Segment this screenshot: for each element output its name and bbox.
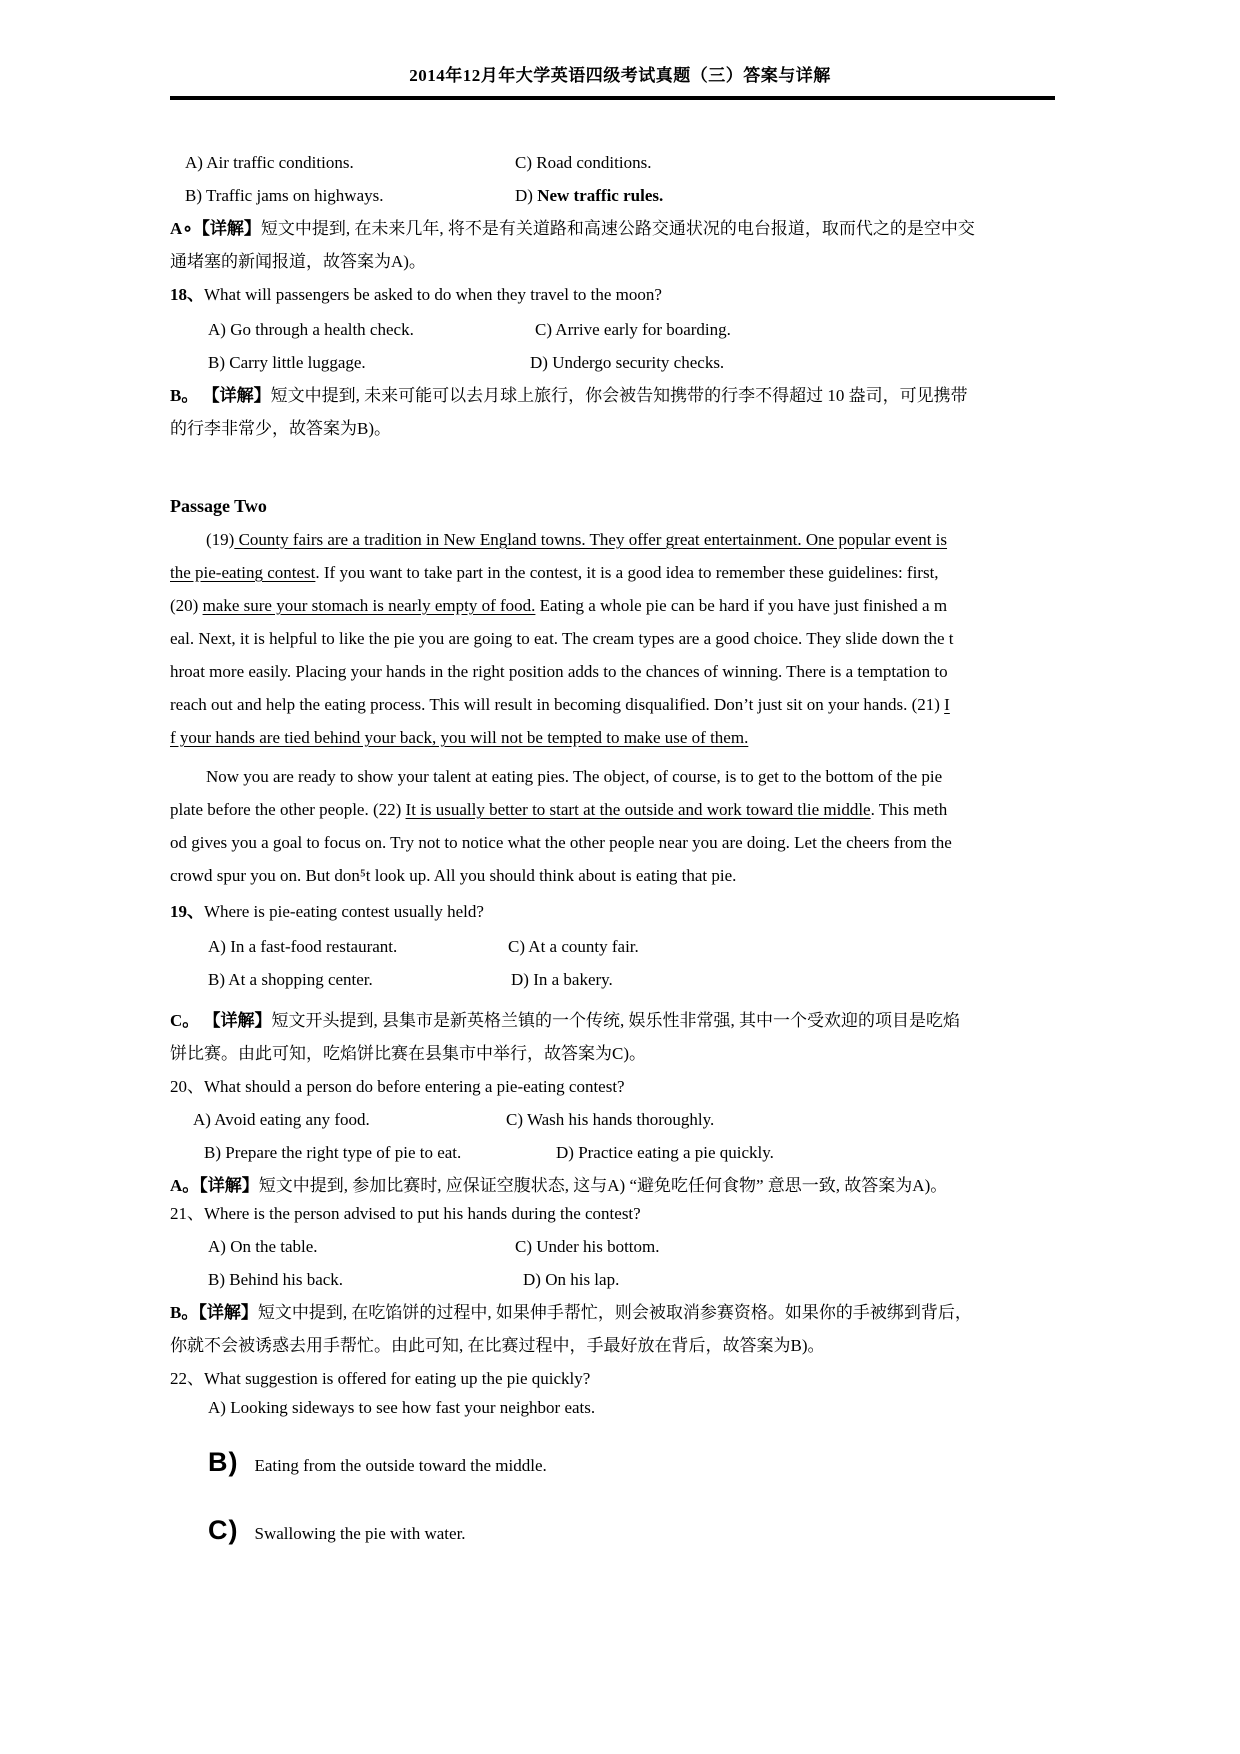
text-segment: 19、 bbox=[170, 902, 204, 921]
answer-detail-line bbox=[170, 379, 1070, 412]
option-cell-right bbox=[535, 313, 1070, 346]
text-segment: 18、 bbox=[170, 285, 204, 304]
text-segment: C) Arrive early for boarding. bbox=[535, 320, 731, 339]
option-row-block bbox=[170, 146, 1070, 212]
passage-line bbox=[170, 826, 1070, 859]
text-segment: (20) bbox=[170, 596, 203, 615]
text-segment: reach out and help the eating process. This will result in becoming disqualified. Don’t just sit on your hands. (21) bbox=[170, 695, 945, 714]
text-segment: hroat more easily. Placing your hands in the right position adds to the chances of winning. There is a temptation to bbox=[170, 662, 948, 681]
text-segment: Where is pie-eating contest usually held? bbox=[204, 902, 484, 921]
option-row bbox=[170, 146, 1070, 179]
option-row bbox=[170, 1391, 1070, 1424]
passage-line bbox=[170, 655, 1070, 688]
answer-detail-line bbox=[170, 1296, 1070, 1329]
text-segment: B。【详解】 bbox=[170, 1303, 258, 1322]
text-segment: plate before the other people. (22) bbox=[170, 800, 406, 819]
underlined-text: make sure your stomach is nearly empty of food. bbox=[202, 596, 536, 615]
option-cell-left bbox=[170, 346, 530, 379]
text-segment: A) On the table. bbox=[208, 1237, 318, 1256]
text-segment: 短文中提到, 参加比赛时, 应保证空腹状态, 这与A) “避免吃任何食物” 意思一致, 故答案为A)。 bbox=[258, 1176, 948, 1195]
underlined-text: I bbox=[944, 695, 950, 714]
question-line-block bbox=[170, 895, 1070, 928]
text-segment: A) Air traffic conditions. bbox=[185, 153, 354, 172]
passage-line bbox=[170, 793, 1070, 826]
option-row bbox=[170, 1103, 1070, 1136]
text-segment: eal. Next, it is helpful to like the pie you are going to eat. The cream types are a good choice. They slide down the t bbox=[170, 629, 954, 648]
text-segment: od gives you a goal to focus on. Try not to notice what the other people near you are doing. Let the cheers from the bbox=[170, 833, 952, 852]
underlined-text: It is usually better to start at the outside and work toward tlie middle bbox=[405, 800, 871, 819]
text-segment: D) Undergo security checks. bbox=[530, 353, 725, 372]
text-segment: 短文中提到, 未来可能可以去月球上旅行，你会被告知携带的行李不得超过 10 盎司，可见携带 bbox=[270, 386, 968, 405]
text-segment: A∘【详解】 bbox=[170, 219, 261, 238]
question-line bbox=[170, 895, 1070, 928]
text-segment: D) In a bakery. bbox=[511, 970, 613, 989]
passage-line bbox=[170, 589, 1070, 622]
text-segment: B) Carry little luggage. bbox=[208, 353, 366, 372]
section-heading-block bbox=[170, 490, 1070, 523]
option-cell-right bbox=[515, 146, 1070, 179]
text-segment: D) bbox=[515, 186, 538, 205]
question-line-block bbox=[170, 278, 1070, 311]
answer-detail-line-block bbox=[170, 212, 1070, 278]
big-option-row-block bbox=[170, 1508, 1070, 1552]
passage-line bbox=[170, 688, 1070, 721]
big-option-row bbox=[170, 1440, 1070, 1484]
passage-line bbox=[170, 859, 1070, 892]
text-segment: C) Under his bottom. bbox=[515, 1237, 660, 1256]
text-segment: B) Prepare the right type of pie to eat. bbox=[204, 1143, 462, 1162]
option-cell-left bbox=[170, 930, 508, 963]
option-row-block bbox=[170, 930, 1070, 996]
text-segment: 你就不会被诱惑去用手帮忙。由此可知, 在比赛过程中，手最好放在背后，故答案为B)。 bbox=[170, 1336, 825, 1355]
header-rule bbox=[170, 96, 1055, 100]
text-segment: 20、What should a person do before entering a pie-eating contest? bbox=[170, 1077, 625, 1096]
option-cell-left bbox=[170, 179, 515, 212]
big-option-letter: C) bbox=[208, 1515, 239, 1545]
text-segment: B) Traffic jams on highways. bbox=[185, 186, 384, 205]
page-title: 2014年12月年大学英语四级考试真题（三）答案与详解 bbox=[409, 66, 831, 85]
text-segment: B。 【详解】 bbox=[170, 386, 271, 405]
option-cell-right bbox=[556, 1136, 1070, 1169]
text-segment: . If you want to take part in the contest, it is a good idea to remember these guidelines: first, bbox=[315, 563, 939, 582]
passage-line bbox=[170, 760, 1070, 793]
answer-detail-line bbox=[170, 1329, 1070, 1362]
option-cell-right bbox=[530, 346, 1070, 379]
text-segment: 短文中提到, 在吃馅饼的过程中, 如果伸手帮忙，则会被取消参赛资格。如果你的手被绑到背后， bbox=[257, 1303, 972, 1322]
document-body bbox=[170, 146, 1070, 1552]
text-segment: crowd spur you on. But don⁵t look up. All you should think about is eating that pie. bbox=[170, 866, 737, 885]
answer-detail-line-block bbox=[170, 1296, 1070, 1362]
text-segment: A) Looking sideways to see how fast your neighbor eats. bbox=[208, 1398, 596, 1417]
text-segment: C) At a county fair. bbox=[508, 937, 639, 956]
text-segment: Now you are ready to show your talent at eating pies. The object, of course, is to get to the bottom of the pie bbox=[206, 767, 943, 786]
text-segment: A) Go through a health check. bbox=[208, 320, 414, 339]
option-row bbox=[170, 346, 1070, 379]
text-segment: 的行李非常少，故答案为B)。 bbox=[170, 419, 391, 438]
text-segment: D) Practice eating a pie quickly. bbox=[556, 1143, 774, 1162]
option-cell-left bbox=[170, 963, 511, 996]
answer-detail-line bbox=[170, 245, 1070, 278]
option-cell-left bbox=[170, 313, 535, 346]
option-cell-right bbox=[515, 179, 1070, 212]
text-segment: 饼比赛。由此可知，吃焰饼比赛在县集市中举行，故答案为C)。 bbox=[170, 1044, 646, 1063]
section-heading bbox=[170, 490, 1070, 523]
question-line bbox=[170, 1070, 1070, 1103]
option-cell-left bbox=[170, 1136, 556, 1169]
option-cell-right bbox=[508, 930, 1070, 963]
answer-detail-line bbox=[170, 1037, 1070, 1070]
answer-detail-line bbox=[170, 412, 1070, 445]
text-segment: 短文开头提到, 县集市是新英格兰镇的一个传统, 娱乐性非常强, 其中一个受欢迎的项目是吃焰 bbox=[271, 1011, 961, 1030]
text-segment: 21、Where is the person advised to put his hands during the contest? bbox=[170, 1204, 641, 1223]
option-row bbox=[170, 1230, 1070, 1263]
option-row bbox=[170, 1263, 1070, 1296]
text-segment: B) At a shopping center. bbox=[208, 970, 373, 989]
text-segment: Swallowing the pie with water. bbox=[254, 1524, 466, 1543]
option-row bbox=[170, 930, 1070, 963]
text-segment: Eating from the outside toward the middle. bbox=[254, 1456, 547, 1475]
option-cell-right bbox=[506, 1103, 1070, 1136]
text-segment: . This meth bbox=[870, 800, 948, 819]
text-segment: 22、What suggestion is offered for eating up the pie quickly? bbox=[170, 1369, 591, 1388]
question-line-block bbox=[170, 1070, 1070, 1103]
option-row bbox=[170, 179, 1070, 212]
answer-detail-line-block bbox=[170, 1004, 1070, 1070]
option-cell-left bbox=[170, 1103, 506, 1136]
answer-detail-line bbox=[170, 212, 1070, 245]
underlined-text: County fairs are a tradition in New England towns. They offer great entertainment. One popular event is bbox=[234, 530, 948, 549]
passage-line-block bbox=[170, 760, 1070, 892]
text-segment: Eating a whole pie can be hard if you have just finished a m bbox=[535, 596, 948, 615]
option-row-block bbox=[170, 1103, 1070, 1169]
text-segment: A。【详解】 bbox=[170, 1176, 259, 1195]
question-line bbox=[170, 278, 1070, 311]
text-segment: B) Behind his back. bbox=[208, 1270, 344, 1289]
text-segment: New traffic rules. bbox=[537, 186, 664, 205]
option-row-block bbox=[170, 1230, 1070, 1296]
option-cell-left bbox=[170, 146, 515, 179]
option-row bbox=[170, 1136, 1070, 1169]
text-segment: C。 【详解】 bbox=[170, 1011, 272, 1030]
big-option-letter: B) bbox=[208, 1447, 239, 1477]
big-option-row-block bbox=[170, 1440, 1070, 1484]
option-cell-right bbox=[515, 1230, 1070, 1263]
text-segment: A) In a fast-food restaurant. bbox=[208, 937, 398, 956]
text-segment: 通堵塞的新闻报道，故答案为A)。 bbox=[170, 252, 426, 271]
text-segment: Passage Two bbox=[170, 496, 267, 516]
text-segment: C) Road conditions. bbox=[515, 153, 652, 172]
passage-line-block bbox=[170, 523, 1070, 754]
answer-detail-line bbox=[170, 1004, 1070, 1037]
option-cell-right bbox=[511, 963, 1070, 996]
underlined-text: f your hands are tied behind your back, you will not be tempted to make use of them. bbox=[170, 728, 749, 747]
answer-detail-line-block bbox=[170, 379, 1070, 445]
option-row-block bbox=[170, 313, 1070, 379]
passage-line bbox=[170, 556, 1070, 589]
big-option-row bbox=[170, 1508, 1070, 1552]
text-segment: (19) bbox=[206, 530, 235, 549]
text-segment: D) On his lap. bbox=[523, 1270, 620, 1289]
text-segment: 短文中提到, 在未来几年, 将不是有关道路和高速公路交通状况的电台报道，取而代之的是空中交 bbox=[260, 219, 975, 238]
option-row bbox=[170, 313, 1070, 346]
option-cell-right bbox=[523, 1263, 1070, 1296]
passage-line bbox=[170, 721, 1070, 754]
underlined-text: the pie-eating contest bbox=[170, 563, 316, 582]
option-row bbox=[170, 963, 1070, 996]
text-segment: C) Wash his hands thoroughly. bbox=[506, 1110, 715, 1129]
passage-line bbox=[170, 622, 1070, 655]
option-row-block bbox=[170, 1391, 1070, 1424]
passage-line bbox=[170, 523, 1070, 556]
option-cell-left bbox=[170, 1263, 523, 1296]
option-cell-left bbox=[170, 1230, 515, 1263]
text-segment: What will passengers be asked to do when they travel to the moon? bbox=[204, 285, 662, 304]
text-segment: A) Avoid eating any food. bbox=[193, 1110, 370, 1129]
